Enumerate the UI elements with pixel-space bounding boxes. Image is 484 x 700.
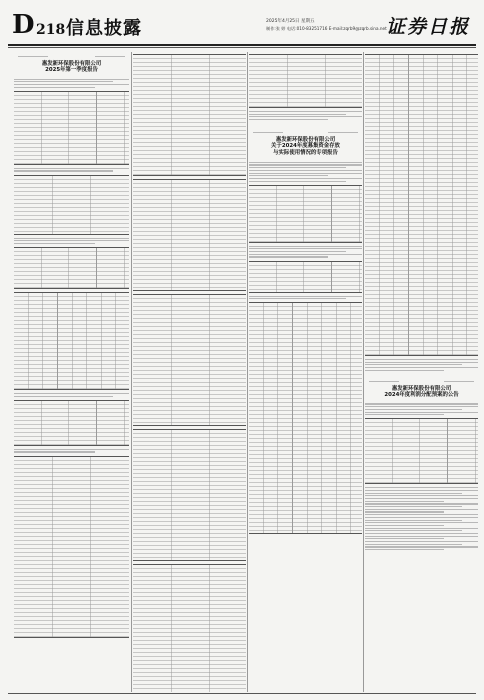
text-line (14, 238, 129, 239)
text-line (365, 414, 444, 415)
shareholder-table (14, 292, 129, 390)
text-line (249, 296, 362, 297)
text-line (365, 509, 478, 510)
fund-table (249, 261, 362, 293)
text-line (249, 298, 346, 299)
text-line (365, 503, 478, 504)
financial-table (14, 400, 129, 446)
text-line (365, 520, 462, 521)
text-line (14, 396, 113, 397)
text-line (14, 449, 129, 450)
text-line (249, 116, 362, 117)
text-line (365, 514, 478, 515)
column-divider (131, 52, 132, 692)
text-line (365, 538, 444, 539)
text-line (365, 541, 478, 542)
text-line (365, 517, 478, 518)
text-line (365, 370, 444, 371)
balance-sheet-table (14, 456, 129, 638)
text-line (365, 367, 478, 368)
editor-contact: 制作:张 婷 电话:010-83251716 E-mail:zqrb9@zqrb.sina.net (266, 26, 387, 31)
text-line (365, 495, 478, 496)
text-line (14, 168, 129, 169)
text-line (365, 525, 444, 526)
fund-comparison-table (365, 54, 478, 356)
announcement-meta (365, 381, 478, 382)
column-quarterly-report (14, 52, 129, 692)
text-line (14, 84, 129, 85)
text-line (14, 451, 95, 452)
income-statement-table (133, 179, 246, 291)
fund-usage-detail-table (249, 302, 362, 534)
announcement-meta (14, 56, 129, 57)
financial-table (249, 54, 362, 108)
announcement-meta (249, 132, 362, 133)
text-line (249, 181, 346, 182)
text-line (249, 175, 328, 176)
text-line (365, 406, 478, 407)
announcement-title-cont: 与实际使用情况的专项报告 (273, 150, 338, 157)
text-line (249, 246, 362, 247)
text-line (14, 243, 95, 244)
announcement-title: 关于2024年度募集资金存放 (271, 143, 340, 150)
text-line (365, 511, 444, 512)
text-line (249, 254, 362, 255)
text-line (365, 498, 478, 499)
announcement-header (365, 377, 478, 402)
announcement-header (249, 128, 362, 160)
masthead-rule (8, 44, 476, 46)
column-divider (247, 52, 248, 692)
announcement-header (14, 52, 129, 77)
text-line (365, 530, 462, 531)
text-line (365, 546, 478, 547)
announcement-company: 惠发新环保股份有限公司 (41, 61, 102, 67)
announcement-company: 惠发新环保股份有限公司 (275, 137, 336, 144)
financial-table (14, 175, 129, 235)
column-divider (363, 52, 364, 692)
text-line (365, 490, 478, 491)
page-number: 218 (36, 22, 66, 38)
text-line (14, 81, 113, 82)
text-line (14, 240, 129, 241)
text-line (365, 403, 478, 404)
text-line (249, 114, 346, 115)
page-bottom-rule (8, 693, 476, 694)
text-line (249, 162, 362, 163)
text-line (365, 506, 462, 507)
text-line (365, 364, 462, 365)
text-line (249, 119, 328, 120)
text-line (14, 170, 113, 171)
text-line (249, 164, 362, 165)
text-line (14, 79, 129, 80)
newspaper-logo: 证券日报 (385, 16, 470, 38)
text-line (365, 549, 444, 550)
publication-date: 2025年4月25日 星期五 (266, 19, 315, 24)
text-line (365, 487, 478, 488)
text-line (365, 544, 462, 545)
column-profit-plan (365, 52, 478, 692)
text-line (249, 173, 362, 174)
text-line (365, 536, 478, 537)
income-statement-table (133, 54, 246, 176)
page-letter: D (12, 10, 35, 40)
text-line (249, 170, 362, 171)
text-line (365, 522, 478, 523)
text-line (365, 501, 444, 502)
profit-distribution-table (365, 418, 478, 484)
fund-table (249, 185, 362, 243)
text-line (365, 362, 478, 363)
text-line (249, 167, 346, 168)
text-line (365, 359, 478, 360)
financial-table (14, 91, 129, 165)
text-line (365, 493, 462, 494)
text-line (365, 533, 478, 534)
text-line (365, 409, 462, 410)
financial-table (14, 247, 129, 289)
text-line (365, 412, 478, 413)
text-line (365, 528, 478, 529)
announcement-company: 惠发新环保股份有限公司 (391, 385, 452, 392)
masthead-rule-thin (8, 47, 476, 48)
section-title: 信息披露 (66, 18, 142, 39)
announcement-title: 2024年度利润分配预案的公告 (384, 391, 459, 398)
text-line (14, 393, 129, 394)
column-fund-usage (249, 52, 362, 692)
cash-flow-table (133, 564, 246, 692)
masthead (8, 8, 476, 42)
text-line (249, 251, 346, 252)
text-line (249, 256, 328, 257)
cash-flow-table (133, 429, 246, 561)
text-line (249, 248, 362, 249)
announcement-title: 2025年第一季度报告 (45, 67, 98, 73)
cash-flow-table (133, 294, 246, 426)
text-line (14, 87, 95, 88)
text-line (249, 111, 362, 112)
text-line (249, 178, 362, 179)
column-financial-statements (133, 52, 246, 692)
